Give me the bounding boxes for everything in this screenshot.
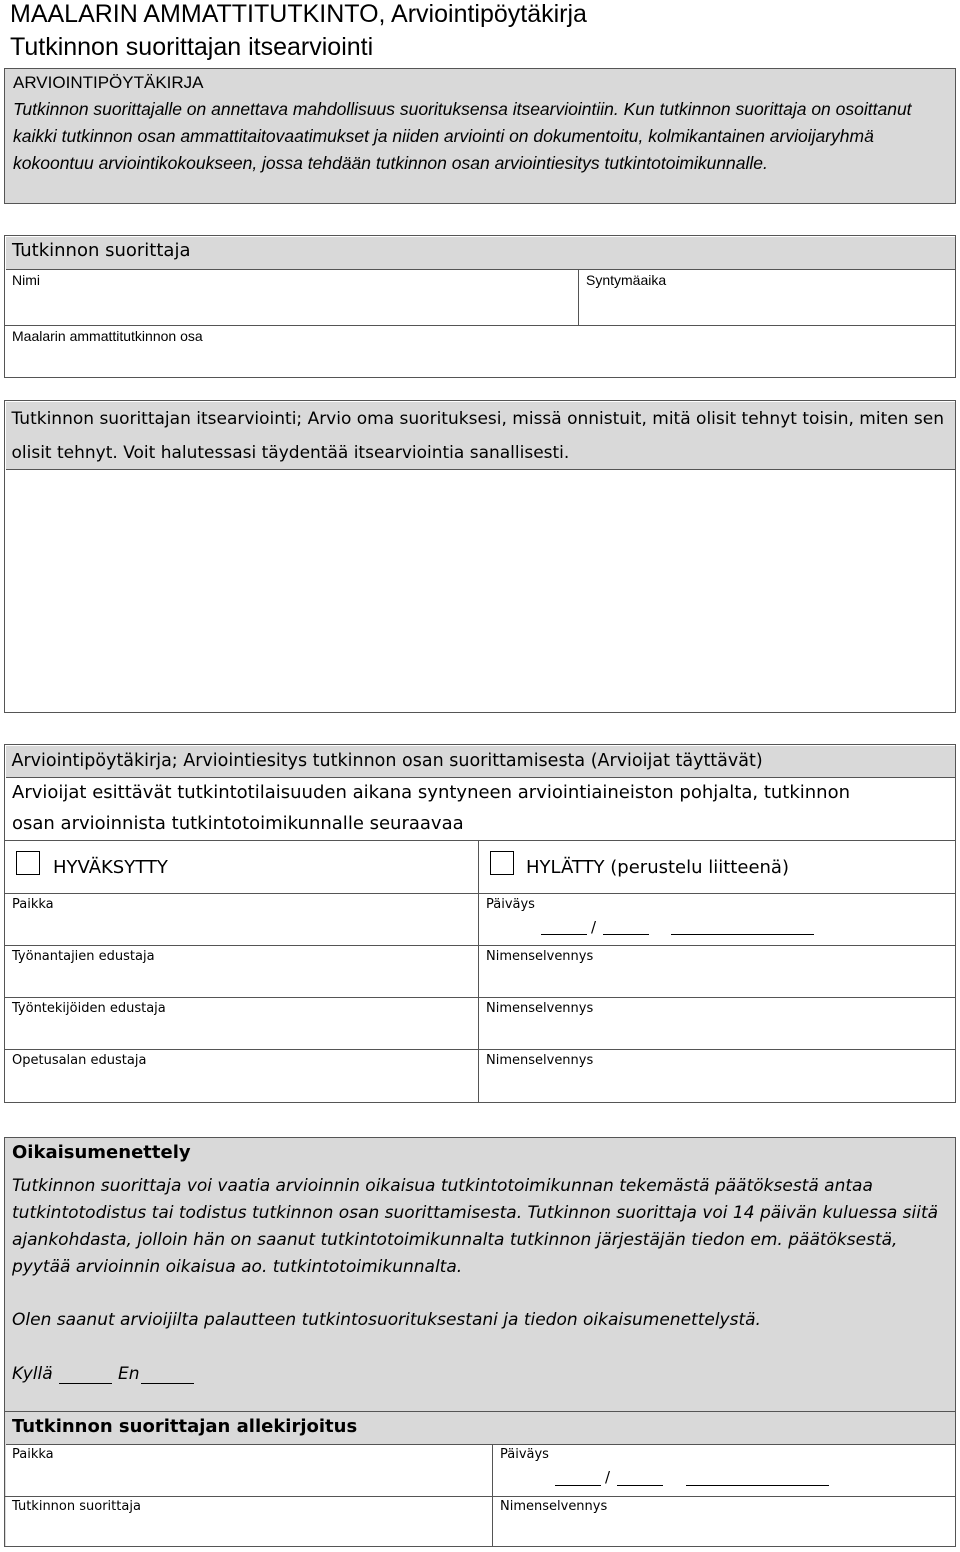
birthdate-label: Syntymäaika — [586, 272, 667, 288]
signature-top-line — [4, 1411, 956, 1412]
assessment-divider-top — [478, 840, 479, 894]
signature-row-line — [4, 1496, 956, 1497]
assessment-place-label: Paikka — [12, 897, 54, 912]
signature-candidate-label: Tutkinnon suorittaja — [12, 1499, 141, 1514]
assessment-date-day[interactable] — [541, 934, 587, 935]
appeal-no-label: En — [118, 1364, 140, 1384]
employee-rep-name-label: Nimenselvennys — [486, 1001, 594, 1016]
employer-rep-name-label: Nimenselvennys — [486, 949, 594, 964]
education-rep-name-label: Nimenselvennys — [486, 1053, 594, 1068]
signature-date-year[interactable] — [686, 1485, 829, 1486]
signature-name-label: Nimenselvennys — [500, 1499, 608, 1514]
signature-place-label: Paikka — [12, 1447, 54, 1462]
signature-date-label: Päiväys — [500, 1447, 549, 1462]
assessment-date-year[interactable] — [671, 934, 814, 935]
candidate-divider — [578, 270, 579, 326]
document-title: MAALARIN AMMATTITUTKINTO, Arviointipöytäkirja — [10, 0, 587, 28]
name-label: Nimi — [12, 272, 40, 288]
appeal-confirmation: Olen saanut arvioijilta palautteen tutkintosuorituksestani ja tiedon oikaisumenettelystä. — [12, 1310, 761, 1330]
candidate-heading: Tutkinnon suorittaja — [12, 240, 191, 261]
employee-rep-label: Työntekijöiden edustaja — [12, 1001, 166, 1016]
signature-date-sep: / — [605, 1468, 611, 1486]
intro-text: Tutkinnon suorittajalle on annettava mahdollisuus suorituksensa itsearviointiin. Kun tutkinnon suorittaja on osoittanut kaikki tutkinnon osan ammattitaitovaatimukset ja niiden arviointi on dokumentoitu, kolmikantainen arvioijaryhmä kokoontuu arviointikokoukseen, jossa tehdään tutkinnon osan arviointiesitys tutkintotoimikunnalle. — [13, 99, 912, 173]
rejected-label: HYLÄTTY (perustelu liitteenä) — [526, 857, 789, 878]
assessment-divider — [478, 893, 479, 1103]
signature-date-month[interactable] — [617, 1485, 663, 1486]
candidate-row-line — [4, 325, 956, 326]
accepted-checkbox[interactable] — [16, 851, 40, 875]
appeal-no-blank[interactable] — [141, 1383, 194, 1384]
accepted-label: HYVÄKSYTTY — [53, 857, 168, 878]
assessment-line-4 — [4, 997, 956, 998]
appeal-heading: Oikaisumenettely — [12, 1142, 191, 1163]
rejected-checkbox[interactable] — [490, 851, 514, 875]
self-assessment-heading: Tutkinnon suorittajan itsearviointi; Arvio oma suorituksesi, missä onnistuit, mitä olisit tehnyt toisin, miten sen olisit tehnyt. Voit halutessasi täydentää itsearviointia sanallisesti. — [6, 402, 955, 470]
employer-rep-label: Työnantajien edustaja — [12, 949, 155, 964]
appeal-yes-label: Kyllä — [12, 1364, 53, 1384]
assessment-intro: Arvioijat esittävät tutkintotilaisuuden aikana syntyneen arviointiaineiston pohjalta, tutkinnon osan arvioinnista tutkintotoimikunnalle seuraavaa — [12, 782, 851, 834]
assessment-heading: Arviointipöytäkirja; Arviointiesitys tutkinnon osan suorittamisesta (Arvioijat täyttävät) — [6, 746, 955, 778]
signature-date-day[interactable] — [555, 1485, 601, 1486]
signature-fields — [6, 1444, 955, 1546]
intro-box — [4, 68, 956, 204]
document-subtitle: Tutkinnon suorittajan itsearviointi — [10, 33, 374, 61]
assessment-date-sep: / — [591, 918, 597, 936]
intro-heading: ARVIOINTIPÖYTÄKIRJA — [13, 73, 204, 92]
assessment-line-5 — [4, 1049, 956, 1050]
part-label: Maalarin ammattitutkinnon osa — [12, 328, 203, 344]
appeal-yes-blank[interactable] — [59, 1383, 112, 1384]
assessment-date-label: Päiväys — [486, 897, 535, 912]
assessment-line-3 — [4, 945, 956, 946]
education-rep-label: Opetusalan edustaja — [12, 1053, 147, 1068]
appeal-text: Tutkinnon suorittaja voi vaatia arvioinnin oikaisua tutkintotoimikunnan tekemästä päätöksestä antaa tutkintotodistus tai todistus tutkinnon osan suorittamisesta. Tutkinnon suorittaja voi 14 päivän kuluessa siitä ajankohdasta, jolloin hän on saanut tutkintotoimikunnalta tutkinnon järjestäjän tiedon em. päätöksestä, pyytää arvioinnin oikaisua ao. tutkintotoimikunnalta. — [12, 1176, 939, 1277]
assessment-line-1 — [4, 840, 956, 841]
assessment-date-month[interactable] — [603, 934, 649, 935]
signature-heading: Tutkinnon suorittajan allekirjoitus — [12, 1416, 358, 1437]
assessment-line-2 — [4, 893, 956, 894]
